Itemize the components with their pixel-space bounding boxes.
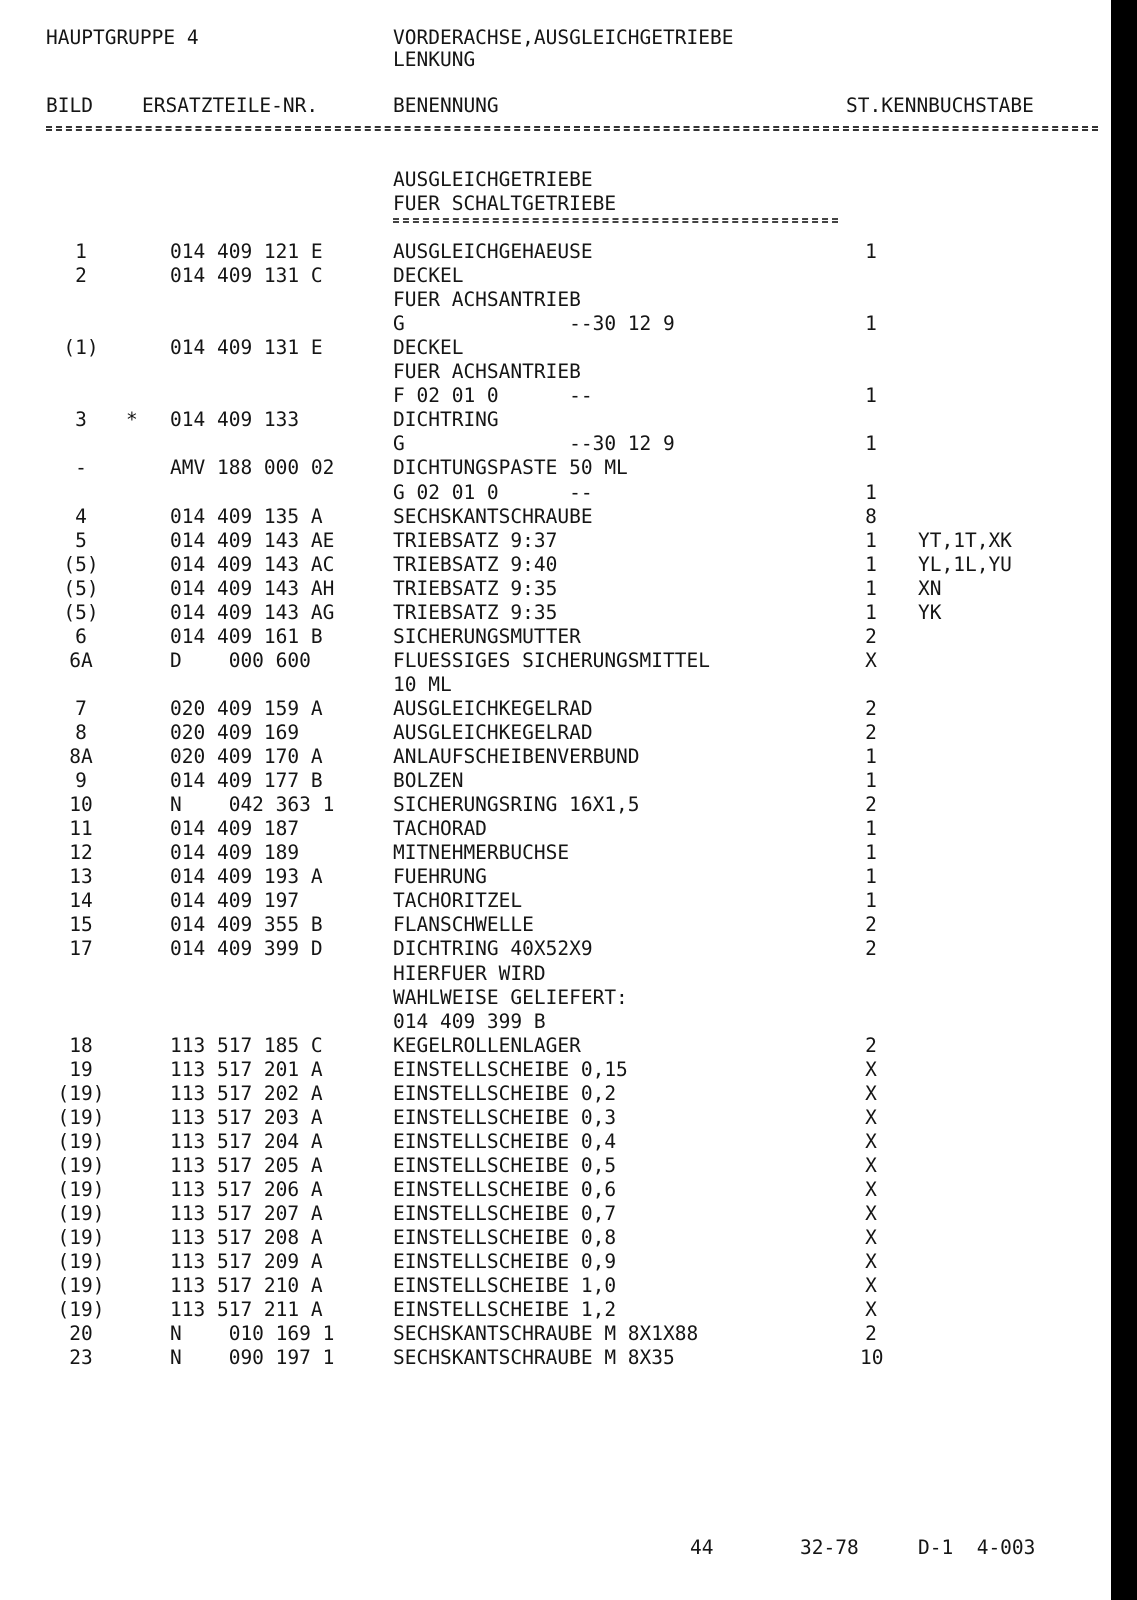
row-qty: 2 bbox=[865, 625, 877, 648]
row-name: EINSTELLSCHEIBE 0,4 bbox=[393, 1130, 617, 1153]
row-bild: (5) bbox=[63, 577, 99, 600]
row-bild: (19) bbox=[57, 1130, 105, 1153]
row-part-no: 113 517 202 A bbox=[170, 1082, 323, 1105]
row-part-no: 014 409 143 AE bbox=[170, 529, 335, 552]
row-part-no: 014 409 143 AC bbox=[170, 553, 335, 576]
section-rule bbox=[393, 218, 838, 223]
row-part-no: 014 409 193 A bbox=[170, 865, 323, 888]
row-part-no: 113 517 210 A bbox=[170, 1274, 323, 1297]
row-bild: 14 bbox=[69, 889, 93, 912]
row-name: TRIEBSATZ 9:35 bbox=[393, 601, 558, 624]
row-bild: 17 bbox=[69, 937, 93, 960]
row-name: FLUESSIGES SICHERUNGSMITTEL bbox=[393, 649, 710, 672]
row-name: EINSTELLSCHEIBE 0,5 bbox=[393, 1154, 617, 1177]
row-bild: 12 bbox=[69, 841, 93, 864]
row-name: AUSGLEICHKEGELRAD bbox=[393, 697, 593, 720]
row-kennbuchstabe: YL,1L,YU bbox=[918, 553, 1012, 576]
row-part-no: 113 517 201 A bbox=[170, 1058, 323, 1081]
row-name: EINSTELLSCHEIBE 0,8 bbox=[393, 1226, 617, 1249]
row-bild: (19) bbox=[57, 1226, 105, 1249]
row-bild: (5) bbox=[63, 553, 99, 576]
row-qty: 10 bbox=[860, 1346, 884, 1369]
row-bild: (19) bbox=[57, 1082, 105, 1105]
row-part-no: 020 409 170 A bbox=[170, 745, 323, 768]
row-qty: X bbox=[865, 1274, 877, 1297]
scan-edge bbox=[1111, 0, 1137, 1600]
row-qty: X bbox=[865, 1250, 877, 1273]
row-name: EINSTELLSCHEIBE 0,15 bbox=[393, 1058, 628, 1081]
row-part-no: 113 517 204 A bbox=[170, 1130, 323, 1153]
row-name: DECKEL bbox=[393, 264, 464, 287]
row-bild: (19) bbox=[57, 1202, 105, 1225]
row-part-no: N 042 363 1 bbox=[170, 793, 335, 816]
row-name: FLANSCHWELLE bbox=[393, 913, 534, 936]
row-bild: (19) bbox=[57, 1298, 105, 1321]
row-part-no: 014 409 187 bbox=[170, 817, 300, 840]
row-bild: 2 bbox=[75, 264, 87, 287]
row-name: WAHLWEISE GELIEFERT: bbox=[393, 986, 628, 1009]
row-part-no: 014 409 177 B bbox=[170, 769, 323, 792]
group-title-line2: LENKUNG bbox=[393, 48, 476, 71]
row-bild: (19) bbox=[57, 1154, 105, 1177]
row-bild: 9 bbox=[75, 769, 87, 792]
row-bild: 10 bbox=[69, 793, 93, 816]
row-part-no: 020 409 159 A bbox=[170, 697, 323, 720]
row-part-no: 014 409 161 B bbox=[170, 625, 323, 648]
row-qty: 2 bbox=[865, 1034, 877, 1057]
row-qty: 1 bbox=[865, 601, 877, 624]
header-rule bbox=[46, 126, 1098, 131]
row-qty: X bbox=[865, 1058, 877, 1081]
row-name: AUSGLEICHKEGELRAD bbox=[393, 721, 593, 744]
row-part-no: 014 409 197 bbox=[170, 889, 300, 912]
row-name: SECHSKANTSCHRAUBE M 8X35 bbox=[393, 1346, 675, 1369]
row-qty: 1 bbox=[865, 553, 877, 576]
row-bild: 6A bbox=[69, 649, 93, 672]
row-name: HIERFUER WIRD bbox=[393, 962, 546, 985]
row-name: KEGELROLLENLAGER bbox=[393, 1034, 581, 1057]
row-qty: 1 bbox=[865, 481, 877, 504]
row-bild: 1 bbox=[75, 240, 87, 263]
row-bild: (19) bbox=[57, 1274, 105, 1297]
row-qty: 2 bbox=[865, 697, 877, 720]
row-name: AUSGLEICHGEHAEUSE bbox=[393, 240, 593, 263]
row-qty: 2 bbox=[865, 913, 877, 936]
row-part-no: 113 517 207 A bbox=[170, 1202, 323, 1225]
row-bild: 8A bbox=[69, 745, 93, 768]
section-title-line2: FUER SCHALTGETRIEBE bbox=[393, 192, 617, 215]
row-bild: 15 bbox=[69, 913, 93, 936]
row-qty: 2 bbox=[865, 793, 877, 816]
row-qty: X bbox=[865, 1226, 877, 1249]
row-qty: X bbox=[865, 649, 877, 672]
row-bild: 18 bbox=[69, 1034, 93, 1057]
row-name: F 02 01 0 -- bbox=[393, 384, 593, 407]
row-bild: 8 bbox=[75, 721, 87, 744]
row-bild: (19) bbox=[57, 1106, 105, 1129]
group-label: HAUPTGRUPPE 4 bbox=[46, 26, 199, 49]
row-part-no: 014 409 121 E bbox=[170, 240, 323, 263]
row-name: SECHSKANTSCHRAUBE M 8X1X88 bbox=[393, 1322, 699, 1345]
row-part-no: N 010 169 1 bbox=[170, 1322, 335, 1345]
row-qty: X bbox=[865, 1082, 877, 1105]
row-name: EINSTELLSCHEIBE 1,2 bbox=[393, 1298, 617, 1321]
col-header-bild: BILD bbox=[46, 94, 93, 117]
row-part-no: 113 517 208 A bbox=[170, 1226, 323, 1249]
row-bild: 13 bbox=[69, 865, 93, 888]
row-name: BOLZEN bbox=[393, 769, 464, 792]
col-header-part-no: ERSATZTEILE-NR. bbox=[142, 94, 319, 117]
row-bild: 6 bbox=[75, 625, 87, 648]
row-name: SICHERUNGSRING 16X1,5 bbox=[393, 793, 640, 816]
row-bild: 20 bbox=[69, 1322, 93, 1345]
row-bild: 4 bbox=[75, 505, 87, 528]
row-part-no: 113 517 209 A bbox=[170, 1250, 323, 1273]
row-qty: 1 bbox=[865, 240, 877, 263]
row-name: EINSTELLSCHEIBE 0,9 bbox=[393, 1250, 617, 1273]
row-part-no: 113 517 211 A bbox=[170, 1298, 323, 1321]
row-name: EINSTELLSCHEIBE 0,7 bbox=[393, 1202, 617, 1225]
row-part-no: 113 517 185 C bbox=[170, 1034, 323, 1057]
row-name: DECKEL bbox=[393, 336, 464, 359]
row-qty: 1 bbox=[865, 889, 877, 912]
row-bild: (19) bbox=[57, 1250, 105, 1273]
row-bild: 19 bbox=[69, 1058, 93, 1081]
row-part-no: 014 409 189 bbox=[170, 841, 300, 864]
row-qty: 1 bbox=[865, 432, 877, 455]
row-qty: 1 bbox=[865, 529, 877, 552]
row-name: G --30 12 9 bbox=[393, 432, 675, 455]
row-kennbuchstabe: YT,1T,XK bbox=[918, 529, 1012, 552]
row-name: TRIEBSATZ 9:37 bbox=[393, 529, 558, 552]
row-qty: X bbox=[865, 1178, 877, 1201]
row-qty: 1 bbox=[865, 312, 877, 335]
row-qty: X bbox=[865, 1298, 877, 1321]
row-name: G 02 01 0 -- bbox=[393, 481, 593, 504]
row-qty: X bbox=[865, 1154, 877, 1177]
row-qty: X bbox=[865, 1202, 877, 1225]
footer-ref: D-1 4-003 bbox=[918, 1536, 1036, 1559]
row-name: 014 409 399 B bbox=[393, 1010, 546, 1033]
row-qty: 2 bbox=[865, 721, 877, 744]
row-qty: 1 bbox=[865, 817, 877, 840]
row-name: TACHORAD bbox=[393, 817, 487, 840]
row-part-no: 014 409 135 A bbox=[170, 505, 323, 528]
row-part-no: 014 409 399 D bbox=[170, 937, 323, 960]
row-qty: 2 bbox=[865, 937, 877, 960]
row-qty: 1 bbox=[865, 384, 877, 407]
row-part-no: 014 409 131 E bbox=[170, 336, 323, 359]
row-name: TRIEBSATZ 9:40 bbox=[393, 553, 558, 576]
row-bild: (19) bbox=[57, 1178, 105, 1201]
row-qty: 8 bbox=[865, 505, 877, 528]
row-part-no: 113 517 205 A bbox=[170, 1154, 323, 1177]
row-bild: 7 bbox=[75, 697, 87, 720]
row-kennbuchstabe: YK bbox=[918, 601, 942, 624]
row-name: TRIEBSATZ 9:35 bbox=[393, 577, 558, 600]
row-name: DICHTUNGSPASTE 50 ML bbox=[393, 456, 628, 479]
row-name: EINSTELLSCHEIBE 0,2 bbox=[393, 1082, 617, 1105]
row-name: FUEHRUNG bbox=[393, 865, 487, 888]
row-qty: 1 bbox=[865, 745, 877, 768]
footer-page: 44 bbox=[690, 1536, 714, 1559]
row-kennbuchstabe: XN bbox=[918, 577, 942, 600]
row-part-no: 014 409 355 B bbox=[170, 913, 323, 936]
row-name: EINSTELLSCHEIBE 0,3 bbox=[393, 1106, 617, 1129]
row-name: FUER ACHSANTRIEB bbox=[393, 288, 581, 311]
section-title-line1: AUSGLEICHGETRIEBE bbox=[393, 168, 593, 191]
row-name: 10 ML bbox=[393, 673, 452, 696]
row-part-no: 014 409 131 C bbox=[170, 264, 323, 287]
row-bild: 11 bbox=[69, 817, 93, 840]
row-name: DICHTRING 40X52X9 bbox=[393, 937, 593, 960]
row-bild: 23 bbox=[69, 1346, 93, 1369]
row-name: SECHSKANTSCHRAUBE bbox=[393, 505, 593, 528]
group-title-line1: VORDERACHSE,AUSGLEICHGETRIEBE bbox=[393, 26, 734, 49]
row-qty: 2 bbox=[865, 1322, 877, 1345]
row-qty: 1 bbox=[865, 865, 877, 888]
row-bild: - bbox=[75, 456, 87, 479]
row-qty: 1 bbox=[865, 769, 877, 792]
row-name: TACHORITZEL bbox=[393, 889, 523, 912]
row-name: ANLAUFSCHEIBENVERBUND bbox=[393, 745, 640, 768]
row-qty: 1 bbox=[865, 841, 877, 864]
row-name: MITNEHMERBUCHSE bbox=[393, 841, 570, 864]
row-name: DICHTRING bbox=[393, 408, 499, 431]
row-qty: 1 bbox=[865, 577, 877, 600]
row-name: G --30 12 9 bbox=[393, 312, 675, 335]
row-bild: 5 bbox=[75, 529, 87, 552]
row-qty: X bbox=[865, 1130, 877, 1153]
row-qty: X bbox=[865, 1106, 877, 1129]
row-part-no: N 090 197 1 bbox=[170, 1346, 335, 1369]
row-part-no: D 000 600 bbox=[170, 649, 311, 672]
row-bild: (1) bbox=[63, 336, 99, 359]
row-name: SICHERUNGSMUTTER bbox=[393, 625, 581, 648]
row-part-no: AMV 188 000 02 bbox=[170, 456, 335, 479]
row-part-no: 113 517 203 A bbox=[170, 1106, 323, 1129]
row-part-no: 020 409 169 bbox=[170, 721, 300, 744]
row-part-no: 014 409 133 bbox=[170, 408, 300, 431]
row-name: FUER ACHSANTRIEB bbox=[393, 360, 581, 383]
row-part-no: 113 517 206 A bbox=[170, 1178, 323, 1201]
col-header-name: BENENNUNG bbox=[393, 94, 499, 117]
row-name: EINSTELLSCHEIBE 1,0 bbox=[393, 1274, 617, 1297]
row-bild: (5) bbox=[63, 601, 99, 624]
row-marker: * bbox=[126, 408, 138, 431]
row-bild: 3 bbox=[75, 408, 87, 431]
footer-date: 32-78 bbox=[800, 1536, 859, 1559]
row-part-no: 014 409 143 AH bbox=[170, 577, 335, 600]
row-part-no: 014 409 143 AG bbox=[170, 601, 335, 624]
row-name: EINSTELLSCHEIBE 0,6 bbox=[393, 1178, 617, 1201]
col-header-qty-kb: ST.KENNBUCHSTABE bbox=[846, 94, 1034, 117]
